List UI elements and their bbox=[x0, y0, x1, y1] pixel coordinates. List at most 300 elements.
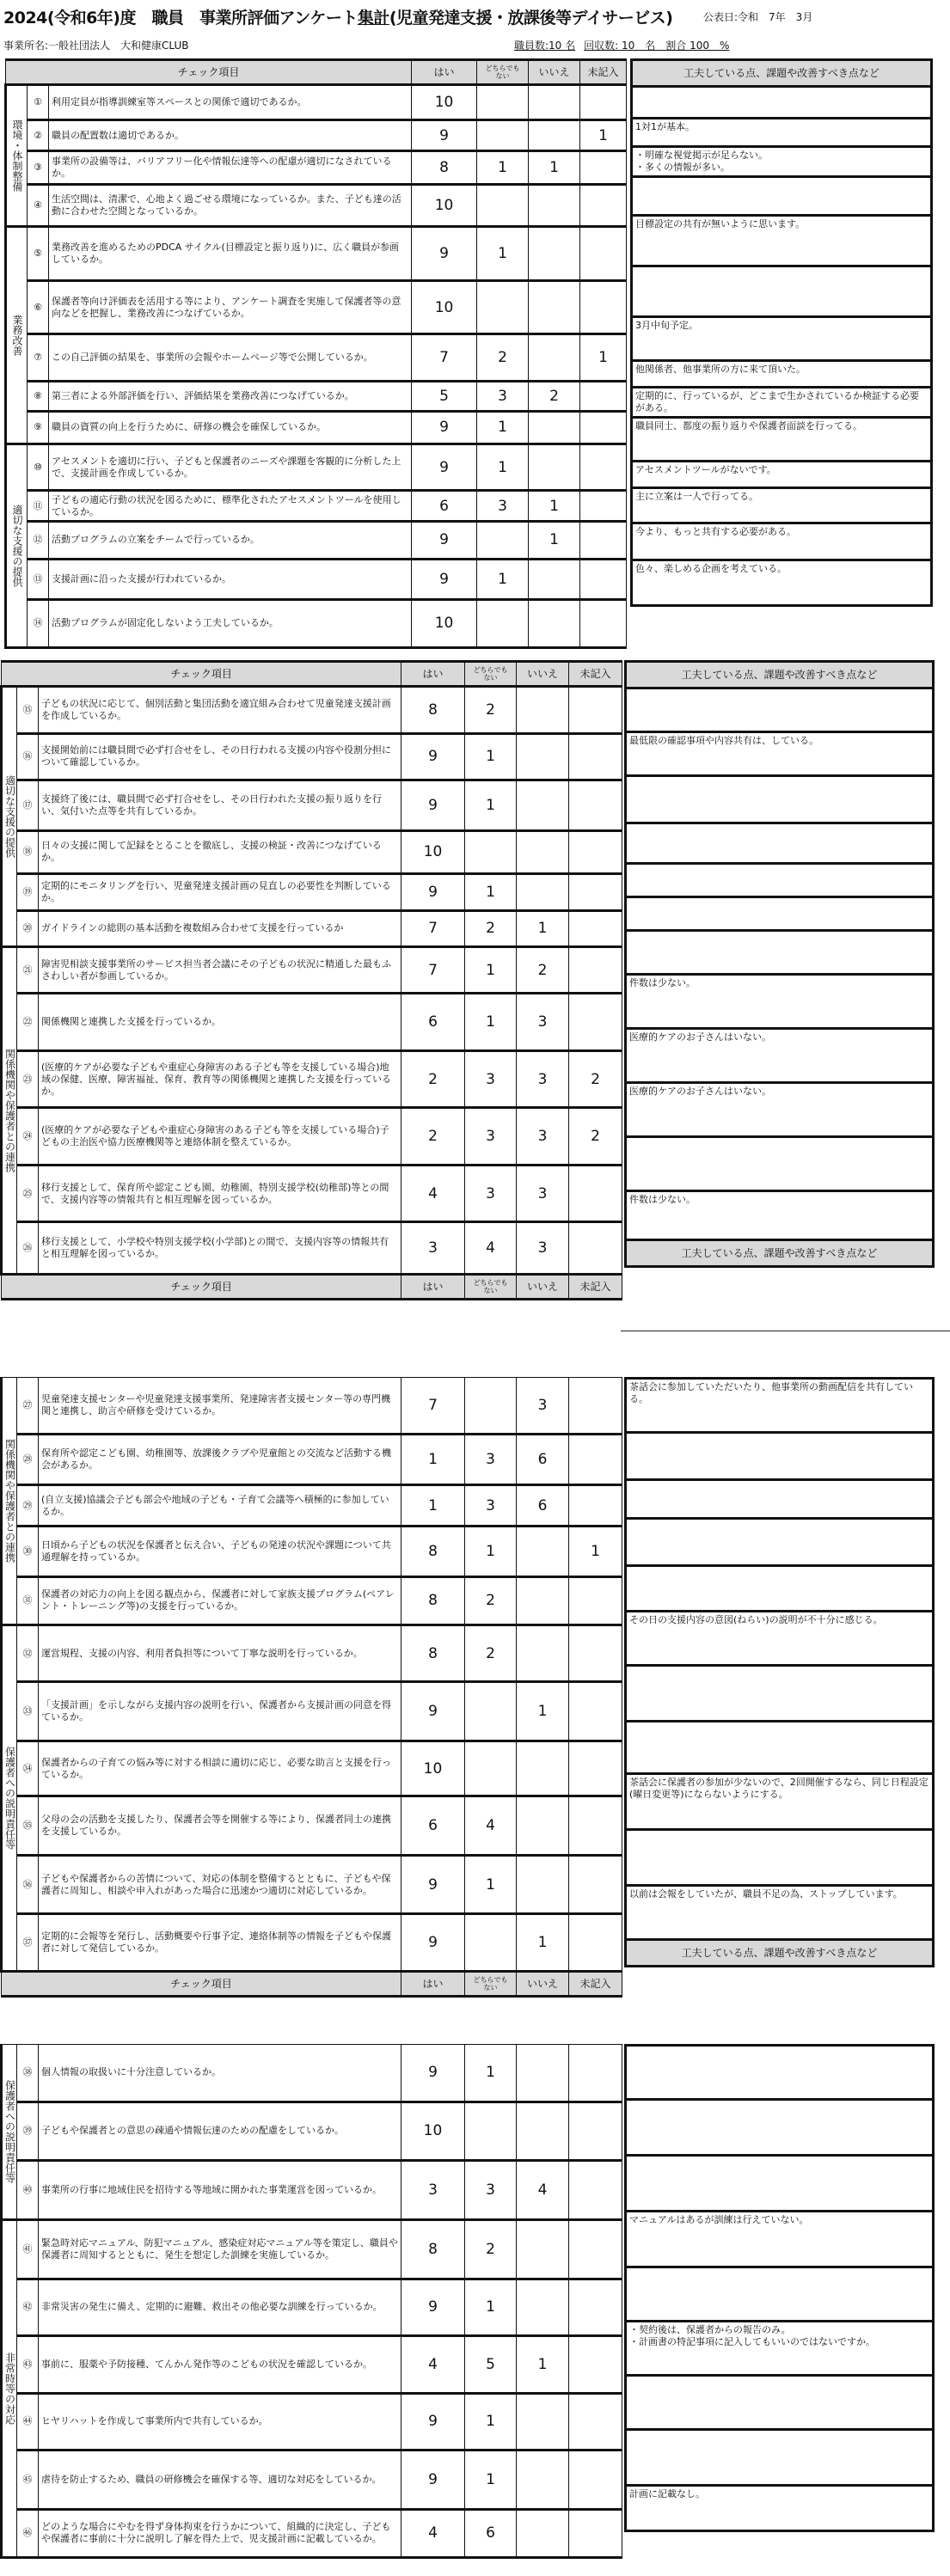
table-row bbox=[6, 227, 627, 281]
comment-row bbox=[626, 1722, 934, 1774]
item-number: ② bbox=[28, 119, 49, 151]
item-number: ㉞ bbox=[17, 1741, 39, 1796]
count-blank bbox=[580, 85, 627, 120]
count-yes: 9 bbox=[401, 874, 465, 910]
count-blank bbox=[569, 1796, 622, 1856]
comment-cell bbox=[626, 2100, 934, 2156]
item-number: ㊺ bbox=[17, 2451, 39, 2510]
item-text: (医療的ケアが必要な子どもや重症心身障害のある子ども等を支援している場合)地域の保健、医療、障害福祉、保育、教育等の関係機関と連携した支援を行っているか。 bbox=[39, 1050, 401, 1108]
count-no bbox=[517, 2509, 569, 2557]
count-yes: 8 bbox=[412, 151, 477, 185]
column-header-row bbox=[2, 1275, 622, 1300]
item-number: ㊴ bbox=[17, 2102, 39, 2161]
count-yes: 5 bbox=[412, 382, 477, 411]
col-header-comment: 工夫している点、課題や改善すべき点など bbox=[626, 662, 934, 688]
category-label: 非常時等の対応 bbox=[2, 2220, 17, 2558]
col-header-no: いいえ bbox=[517, 662, 569, 687]
count-neither bbox=[477, 85, 529, 120]
item-number: ⑭ bbox=[28, 599, 49, 648]
col-header-item: チェック項目 bbox=[2, 662, 401, 687]
count-no bbox=[517, 1855, 569, 1914]
count-no bbox=[529, 185, 580, 227]
count-yes: 8 bbox=[401, 687, 465, 734]
count-blank bbox=[569, 910, 622, 946]
col-header-blank: 未記入 bbox=[569, 662, 622, 687]
item-number: ㉝ bbox=[17, 1682, 39, 1741]
count-blank bbox=[580, 444, 627, 491]
item-text: 定期的に会報等を発行し、活動概要や行事予定、連絡体制等の情報を子どもや保護者に対して発信しているか。 bbox=[39, 1914, 401, 1972]
count-no bbox=[529, 85, 580, 120]
count-yes: 9 bbox=[412, 119, 477, 151]
comment-row bbox=[626, 1029, 934, 1083]
category-label: 環境・体制整備 bbox=[6, 85, 28, 227]
category-label: 保護者への説明責任等 bbox=[2, 1625, 17, 1972]
table-row bbox=[2, 1222, 622, 1275]
count-neither: 1 bbox=[465, 2393, 517, 2451]
item-number: ㉒ bbox=[17, 994, 39, 1051]
title-suffix: (児童発達支援・放課後等デイサービス) bbox=[389, 9, 673, 28]
item-text: 事前に、服薬や予防接種、てんかん発作等のこどもの状況を確認しているか。 bbox=[39, 2336, 401, 2394]
count-yes: 9 bbox=[412, 411, 477, 444]
count-neither bbox=[477, 599, 529, 648]
count-yes: 9 bbox=[401, 1855, 465, 1914]
comment-row bbox=[626, 1612, 934, 1666]
count-neither bbox=[465, 1682, 517, 1741]
comment-cell: 計画に記載なし。 bbox=[626, 2486, 934, 2531]
comment-row bbox=[626, 2430, 934, 2486]
table-row bbox=[6, 382, 627, 411]
category-label: 関係機関や保護者との連携 bbox=[2, 1378, 17, 1625]
table-row bbox=[6, 334, 627, 382]
count-yes: 4 bbox=[401, 1165, 465, 1222]
count-neither: 1 bbox=[465, 1855, 517, 1914]
count-yes: 9 bbox=[412, 521, 477, 559]
count-no bbox=[517, 2451, 569, 2510]
count-neither: 1 bbox=[465, 780, 517, 831]
comment-row bbox=[626, 2212, 934, 2267]
item-number: ㉓ bbox=[17, 1050, 39, 1108]
comment-cell: 最低限の確認事項や内容共有は、している。 bbox=[626, 732, 934, 776]
item-text: (医療的ケアが必要な子どもや重症心身障害のある子ども等を支援している場合)子どもの主治医や協力医療機関等と連絡体制を整えているか。 bbox=[39, 1108, 401, 1166]
title-underlined: 集計 bbox=[357, 9, 389, 28]
item-number: ㊳ bbox=[17, 2045, 39, 2102]
count-blank: 2 bbox=[569, 1108, 622, 1166]
count-neither: 3 bbox=[465, 1108, 517, 1166]
count-neither: 4 bbox=[465, 1796, 517, 1856]
comment-row bbox=[626, 864, 934, 897]
comment-cell: 医療的ケアのお子さんはいない。 bbox=[626, 1083, 934, 1137]
item-number: ⑤ bbox=[28, 227, 49, 281]
count-yes: 9 bbox=[401, 1914, 465, 1972]
comment-row bbox=[626, 897, 934, 931]
count-blank bbox=[580, 151, 627, 185]
count-blank bbox=[569, 733, 622, 780]
comment-cell bbox=[626, 688, 934, 732]
count-yes: 9 bbox=[401, 733, 465, 780]
comment-cell bbox=[632, 266, 932, 317]
count-blank: 1 bbox=[569, 1527, 622, 1576]
count-blank bbox=[569, 1741, 622, 1796]
item-number: ㊻ bbox=[17, 2509, 39, 2557]
count-no bbox=[517, 2393, 569, 2451]
count-no: 3 bbox=[517, 1165, 569, 1222]
comment-row bbox=[632, 266, 932, 317]
count-yes: 2 bbox=[401, 1050, 465, 1108]
count-no bbox=[517, 2102, 569, 2161]
comment-cell: ・契約後は、保護者からの報告のみ。 ・計画書の特記事項に記入してもいいのではないですか。 bbox=[626, 2322, 934, 2376]
count-neither: 1 bbox=[465, 874, 517, 910]
item-text: 支援開始前には職員間で必ず打合せをし、その日行われる支援の内容や役割分担について確認しているか。 bbox=[39, 733, 401, 780]
count-neither: 1 bbox=[477, 444, 529, 491]
count-blank: 1 bbox=[580, 119, 627, 151]
item-text: 保護者からの子育ての悩み等に対する相談に適切に応じ、必要な助言と支援を行っているか。 bbox=[39, 1741, 401, 1796]
table-row bbox=[2, 2509, 622, 2557]
item-text: 活動プログラムの立案をチームで行っているか。 bbox=[49, 521, 412, 559]
item-text: 緊急時対応マニュアル、防犯マニュアル、感染症対応マニュアル等を策定し、職員や保護者に周知するとともに、発生を想定した訓練を実施しているか。 bbox=[39, 2220, 401, 2279]
count-blank bbox=[569, 1682, 622, 1741]
count-neither: 1 bbox=[477, 411, 529, 444]
comment-cell bbox=[626, 776, 934, 823]
table-row bbox=[6, 599, 627, 648]
table-row bbox=[2, 874, 622, 910]
item-number: ㊶ bbox=[17, 2220, 39, 2279]
count-no bbox=[529, 599, 580, 648]
comment-cell: 医療的ケアのお子さんはいない。 bbox=[626, 1029, 934, 1083]
count-no bbox=[517, 1741, 569, 1796]
table-row bbox=[2, 1741, 622, 1796]
comment-cell bbox=[626, 1433, 934, 1480]
category-label: 関係機関や保護者との連携 bbox=[2, 947, 17, 1275]
item-number: ⑳ bbox=[17, 910, 39, 946]
table-row bbox=[2, 1855, 622, 1914]
count-yes: 10 bbox=[412, 85, 477, 120]
count-yes: 8 bbox=[401, 1625, 465, 1682]
count-no bbox=[529, 280, 580, 334]
count-blank bbox=[569, 947, 622, 994]
comment-row bbox=[632, 87, 932, 119]
count-neither: 3 bbox=[477, 382, 529, 411]
comment-cell: 3月中旬予定。 bbox=[632, 317, 932, 361]
item-number: ㉕ bbox=[17, 1165, 39, 1222]
comment-cell bbox=[626, 1830, 934, 1886]
comment-row bbox=[626, 2322, 934, 2376]
count-neither: 1 bbox=[477, 560, 529, 599]
col-header-yes: はい bbox=[412, 60, 477, 85]
count-no: 1 bbox=[529, 491, 580, 521]
count-neither: 3 bbox=[465, 1484, 517, 1526]
count-neither bbox=[477, 521, 529, 559]
count-yes: 7 bbox=[412, 334, 477, 382]
count-neither: 1 bbox=[465, 947, 517, 994]
comment-table bbox=[624, 1377, 935, 1967]
item-number: ㉙ bbox=[17, 1484, 39, 1526]
comment-row bbox=[626, 931, 934, 975]
count-neither: 2 bbox=[465, 1576, 517, 1625]
item-text: この自己評価の結果を、事業所の会報やホームページ等で公開しているか。 bbox=[49, 334, 412, 382]
table-row bbox=[6, 185, 627, 227]
count-neither: 1 bbox=[465, 733, 517, 780]
table-row bbox=[2, 1527, 622, 1576]
item-number: ㉛ bbox=[17, 1576, 39, 1625]
comment-row bbox=[626, 1083, 934, 1137]
comment-cell bbox=[626, 864, 934, 897]
item-text: アセスメントを適切に行い、子どもと保護者のニーズや課題を客観的に分析した上で、支援計画を作成しているか。 bbox=[49, 444, 412, 491]
count-yes: 3 bbox=[401, 1222, 465, 1275]
count-neither: 4 bbox=[465, 1222, 517, 1275]
comment-row bbox=[626, 1830, 934, 1886]
count-blank bbox=[569, 874, 622, 910]
count-no bbox=[517, 2220, 569, 2279]
item-text: (自立支援)協議会子ども部会や地域の子ども・子育て会議等へ積極的に参加しているか。 bbox=[39, 1484, 401, 1526]
item-text: 生活空間は、清潔で、心地よく過ごせる環境になっているか。また、子ども達の活動に合わせた空間となっているか。 bbox=[49, 185, 412, 227]
comment-table bbox=[630, 58, 933, 607]
comment-row bbox=[626, 1433, 934, 1480]
count-blank bbox=[569, 2393, 622, 2451]
count-blank bbox=[569, 1576, 622, 1625]
evaluation-table bbox=[0, 660, 622, 1300]
col-header-no: いいえ bbox=[517, 1972, 569, 1997]
count-no: 3 bbox=[517, 1108, 569, 1166]
count-no: 1 bbox=[517, 1914, 569, 1972]
count-yes: 2 bbox=[401, 1108, 465, 1166]
table-row bbox=[2, 2220, 622, 2279]
table-row bbox=[2, 2336, 622, 2394]
comment-header-row bbox=[626, 1240, 934, 1267]
evaluation-table bbox=[0, 2044, 622, 2559]
item-number: ㊸ bbox=[17, 2336, 39, 2394]
comment-header-row bbox=[626, 1940, 934, 1967]
table-row bbox=[2, 1682, 622, 1741]
page-title bbox=[3, 5, 672, 28]
count-blank bbox=[569, 830, 622, 874]
table-row bbox=[6, 151, 627, 185]
count-neither bbox=[477, 119, 529, 151]
item-text: ガイドラインの総則の基本活動を複数組み合わせて支援を行っているか bbox=[39, 910, 401, 946]
count-no bbox=[517, 2045, 569, 2102]
count-neither: 3 bbox=[465, 2161, 517, 2220]
item-text: 定期的にモニタリングを行い、児童発達支援計画の見直しの必要性を判断しているか。 bbox=[39, 874, 401, 910]
count-blank bbox=[569, 2102, 622, 2161]
staff-count: 職員数:10 名 bbox=[514, 40, 576, 52]
count-no: 6 bbox=[517, 1484, 569, 1526]
count-no bbox=[529, 227, 580, 281]
evaluation-table bbox=[4, 58, 627, 649]
count-neither: 1 bbox=[477, 151, 529, 185]
item-number: ㉟ bbox=[17, 1796, 39, 1856]
table-row bbox=[2, 780, 622, 831]
comment-row bbox=[626, 1774, 934, 1830]
count-yes: 6 bbox=[412, 491, 477, 521]
item-number: ㉗ bbox=[17, 1378, 39, 1435]
item-text: 支援終了後には、職員間で必ず打合せをし、その日行われた支援の振り返りを行い、気付いた点等を共有しているか。 bbox=[39, 780, 401, 831]
count-blank bbox=[569, 2045, 622, 2102]
count-neither: 1 bbox=[465, 994, 517, 1051]
count-yes: 9 bbox=[412, 227, 477, 281]
count-yes: 10 bbox=[401, 830, 465, 874]
category-label: 保護者への説明責任等 bbox=[2, 2045, 17, 2220]
table-row bbox=[2, 1914, 622, 1972]
table-row bbox=[2, 994, 622, 1051]
column-header-row bbox=[2, 662, 622, 687]
count-no bbox=[517, 1796, 569, 1856]
comment-header-row bbox=[632, 60, 932, 87]
item-number: ㊹ bbox=[17, 2393, 39, 2451]
comment-cell: 茶話会に保護者の参加が少ないので、2回開催するなら、同じ日程設定(曜日変更等)にならないようにする。 bbox=[626, 1774, 934, 1830]
count-neither bbox=[477, 185, 529, 227]
item-number: ⑮ bbox=[17, 687, 39, 734]
table-row bbox=[2, 1796, 622, 1856]
count-blank bbox=[580, 599, 627, 648]
item-number: ㉑ bbox=[17, 947, 39, 994]
item-text: 非常災害の発生に備え、定期的に避難、救出その他必要な訓練を行っているか。 bbox=[39, 2279, 401, 2336]
count-neither: 3 bbox=[477, 491, 529, 521]
count-yes: 9 bbox=[401, 2393, 465, 2451]
item-text: 保育所や認定こども園、幼稚園等、放課後クラブや児童館との交流など活動する機会があるか。 bbox=[39, 1435, 401, 1484]
comment-row bbox=[626, 1886, 934, 1940]
col-header-comment: 工夫している点、課題や改善すべき点など bbox=[626, 1240, 934, 1267]
comment-row bbox=[626, 688, 934, 732]
col-header-no: いいえ bbox=[529, 60, 580, 85]
count-no bbox=[517, 874, 569, 910]
count-no bbox=[529, 334, 580, 382]
count-blank bbox=[580, 185, 627, 227]
count-yes: 9 bbox=[401, 2279, 465, 2336]
count-neither: 1 bbox=[465, 2279, 517, 2336]
comment-cell bbox=[626, 823, 934, 864]
item-number: ㉜ bbox=[17, 1625, 39, 1682]
col-header-blank: 未記入 bbox=[580, 60, 627, 85]
column-header-row bbox=[6, 60, 627, 85]
item-number: ⑥ bbox=[28, 280, 49, 334]
table-row bbox=[2, 733, 622, 780]
comment-row bbox=[626, 776, 934, 823]
col-header-comment: 工夫している点、課題や改善すべき点など bbox=[632, 60, 932, 87]
table-row bbox=[6, 444, 627, 491]
count-no bbox=[517, 1527, 569, 1576]
col-header-yes: はい bbox=[401, 662, 465, 687]
count-neither: 1 bbox=[465, 2045, 517, 2102]
count-no: 4 bbox=[517, 2161, 569, 2220]
count-no: 3 bbox=[517, 1222, 569, 1275]
count-blank bbox=[569, 1914, 622, 1972]
comment-cell: ・明確な視覚掲示が足らない。 ・多くの情報が多い。 bbox=[632, 147, 932, 177]
count-neither: 3 bbox=[465, 1050, 517, 1108]
item-text: 業務改善を進めるためのPDCA サイクル(目標設定と振り返り)に、広く職員が参画しているか。 bbox=[49, 227, 412, 281]
comment-row bbox=[632, 488, 932, 523]
count-yes: 4 bbox=[401, 2336, 465, 2394]
comment-cell: 件数は少ない。 bbox=[626, 1191, 934, 1240]
table-row bbox=[2, 2451, 622, 2510]
count-blank bbox=[580, 382, 627, 411]
item-number: ③ bbox=[28, 151, 49, 185]
comment-cell bbox=[626, 2267, 934, 2322]
count-yes: 10 bbox=[412, 280, 477, 334]
count-blank bbox=[569, 687, 622, 734]
count-neither: 1 bbox=[477, 227, 529, 281]
item-text: 移行支援として、保育所や認定こども園、幼稚園、特別支援学校(幼稚部)等との間で、支援内容等の情報共有と相互理解を図っているか。 bbox=[39, 1165, 401, 1222]
table-row bbox=[6, 491, 627, 521]
table-row bbox=[2, 1050, 622, 1108]
item-number: ⑲ bbox=[17, 874, 39, 910]
item-number: ㉖ bbox=[17, 1222, 39, 1275]
count-neither bbox=[465, 830, 517, 874]
table-row bbox=[2, 2161, 622, 2220]
category-label: 適切な支援の提供 bbox=[2, 687, 17, 947]
comment-row bbox=[626, 2046, 934, 2100]
office-name: 事業所名:一般社団法人 大和健康CLUB bbox=[3, 40, 189, 52]
count-blank bbox=[580, 560, 627, 599]
comment-cell: 主に立案は一人で行ってる。 bbox=[632, 488, 932, 523]
count-neither: 3 bbox=[465, 1435, 517, 1484]
comment-table bbox=[624, 2044, 935, 2532]
count-no bbox=[517, 2279, 569, 2336]
count-neither: 2 bbox=[465, 687, 517, 734]
count-yes: 6 bbox=[401, 1796, 465, 1856]
item-text: 父母の会の活動を支援したり、保護者会等を開催する等により、保護者同士の連携を支援しているか。 bbox=[39, 1796, 401, 1856]
col-header-item: チェック項目 bbox=[2, 1972, 401, 1997]
count-no: 3 bbox=[517, 1378, 569, 1435]
count-blank bbox=[580, 280, 627, 334]
count-yes: 9 bbox=[412, 444, 477, 491]
comment-cell: 件数は少ない。 bbox=[626, 975, 934, 1029]
table-row bbox=[2, 910, 622, 946]
count-neither bbox=[465, 2102, 517, 2161]
item-text: 活動プログラムが固定化しないよう工夫しているか。 bbox=[49, 599, 412, 648]
comment-cell bbox=[626, 2376, 934, 2430]
count-neither bbox=[477, 280, 529, 334]
comment-cell bbox=[626, 1519, 934, 1566]
item-text: 関係機関と連携した支援を行っているか。 bbox=[39, 994, 401, 1051]
comment-row bbox=[626, 2100, 934, 2156]
collection-rate: 回収数: 10 名 割合 100 % bbox=[584, 40, 730, 52]
count-yes: 9 bbox=[401, 1682, 465, 1741]
item-number: ㊵ bbox=[17, 2161, 39, 2220]
comment-cell bbox=[626, 1722, 934, 1774]
table-row bbox=[2, 1576, 622, 1625]
publish-date: 公表日:令和 7年 3月 bbox=[703, 11, 813, 23]
count-no: 1 bbox=[529, 521, 580, 559]
comment-cell bbox=[626, 1480, 934, 1519]
item-number: ④ bbox=[28, 185, 49, 227]
item-number: ㊱ bbox=[17, 1855, 39, 1914]
item-text: 虐待を防止するため、職員の研修機会を確保する等、適切な対応をしているか。 bbox=[39, 2451, 401, 2510]
comment-row bbox=[632, 147, 932, 177]
comment-row bbox=[632, 462, 932, 488]
item-number: ㉘ bbox=[17, 1435, 39, 1484]
count-yes: 9 bbox=[412, 560, 477, 599]
count-no: 3 bbox=[517, 994, 569, 1051]
count-no bbox=[529, 119, 580, 151]
item-text: 日頃から子どもの状況を保護者と伝え合い、子どもの発達の状況や課題について共通理解を持っているか。 bbox=[39, 1527, 401, 1576]
count-blank bbox=[569, 780, 622, 831]
comment-row bbox=[626, 1480, 934, 1519]
table-row bbox=[2, 687, 622, 734]
table-row bbox=[6, 560, 627, 599]
item-text: 子どもや保護者からの苦情について、対応の体制を整備するとともに、子どもや保護者に周知し、相談や申入れがあった場合に迅速かつ適切に対応しているか。 bbox=[39, 1855, 401, 1914]
title-prefix: 2024(令和6年)度 職員 事業所評価アンケート bbox=[3, 9, 358, 28]
comment-row bbox=[632, 418, 932, 462]
comment-cell: 色々、楽しめる企画を考えている。 bbox=[632, 560, 932, 606]
count-neither: 2 bbox=[465, 910, 517, 946]
item-text: 障害児相談支援事業所のサービス担当者会議にその子どもの状況に精通した最もふさわしい者が参画しているか。 bbox=[39, 947, 401, 994]
item-number: ⑦ bbox=[28, 334, 49, 382]
comment-row bbox=[626, 823, 934, 864]
count-blank: 1 bbox=[580, 334, 627, 382]
item-text: 移行支援として、小学校や特別支援学校(小学部)との間で、支援内容等の情報共有と相互理解を図っているか。 bbox=[39, 1222, 401, 1275]
col-header-blank: 未記入 bbox=[569, 1275, 622, 1300]
count-no: 2 bbox=[529, 382, 580, 411]
comment-row bbox=[632, 560, 932, 606]
